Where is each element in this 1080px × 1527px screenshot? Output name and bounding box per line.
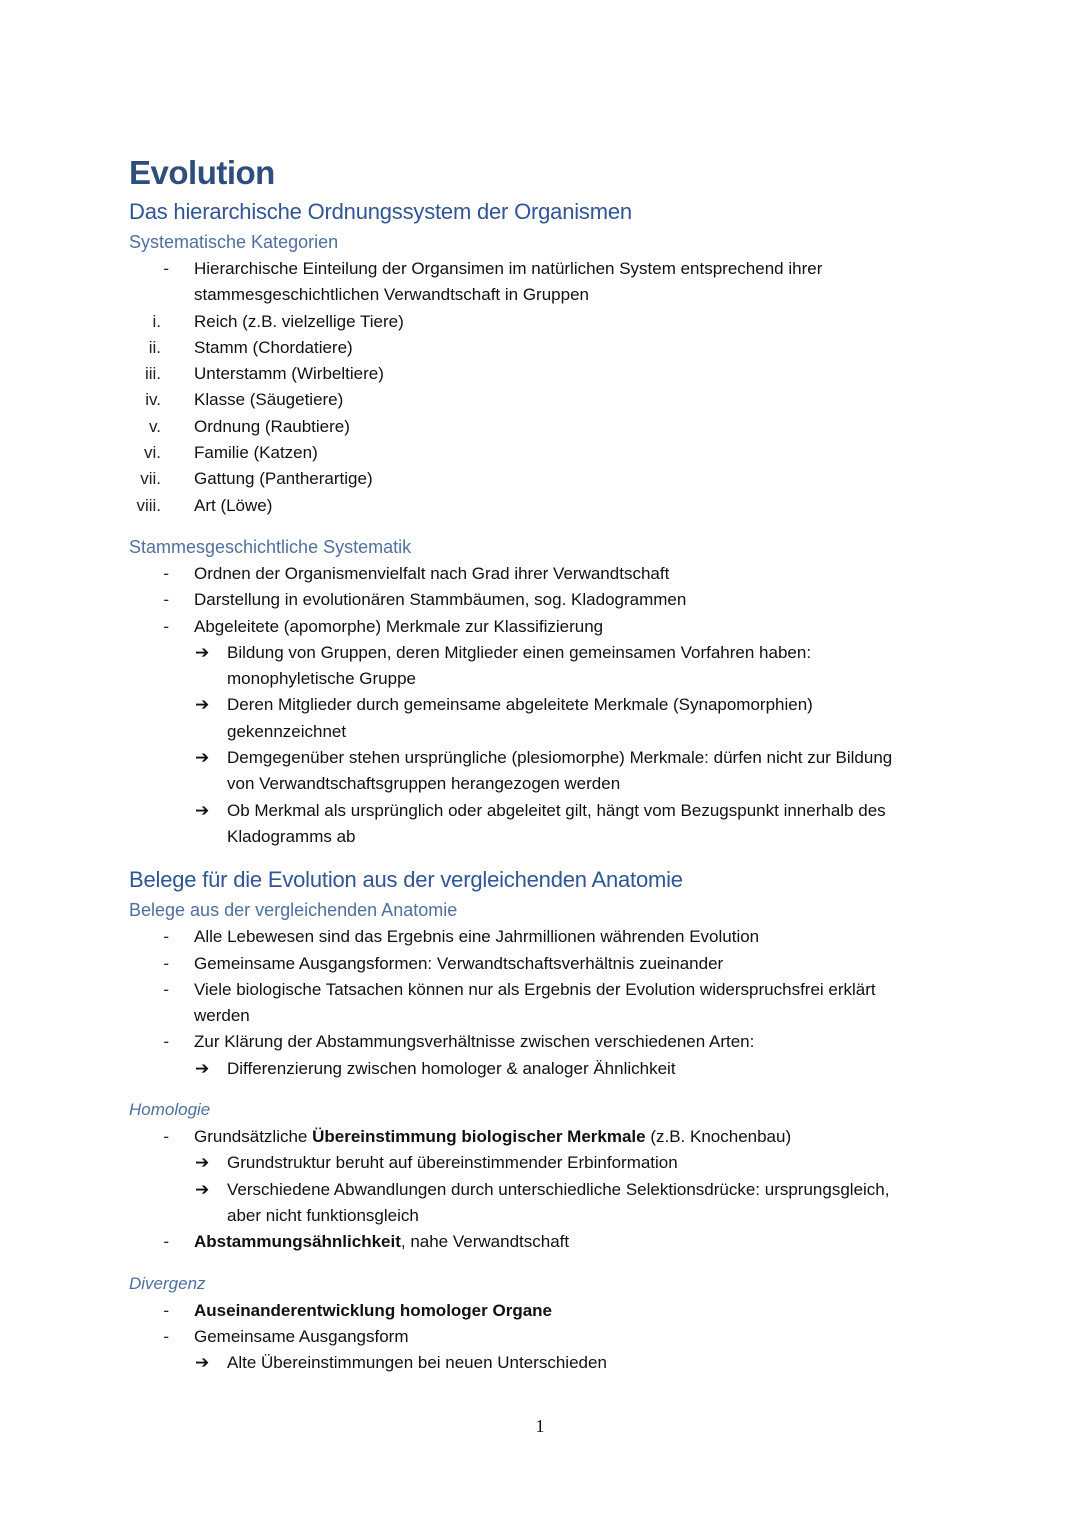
roman-numeral: iii.	[144, 364, 161, 384]
list-item-text: Abgeleitete (apomorphe) Merkmale zur Klassifizierung	[194, 616, 604, 636]
subheading-systematics: Stammesgeschichtliche Systematik	[129, 536, 412, 557]
arrow-item-continued	[129, 666, 959, 692]
subheading-homologie: Homologie	[129, 1100, 211, 1120]
rank-item	[129, 387, 959, 413]
list-item	[129, 614, 959, 640]
list-item	[129, 951, 959, 977]
dash-marker: -	[163, 1032, 169, 1052]
section-heading-hierarchy: Das hierarchische Ordnungssystem der Organismen	[129, 199, 632, 224]
rank-item	[129, 493, 959, 519]
arrow-item-continued	[129, 719, 959, 745]
rank-item	[129, 440, 959, 466]
subheading-divergenz: Divergenz	[129, 1273, 206, 1293]
list-item-continued	[129, 282, 959, 308]
arrow-item	[129, 745, 959, 771]
list-item	[129, 1029, 959, 1055]
arrow-item-text: Grundstruktur beruht auf übereinstimmender Erbinformation	[227, 1153, 678, 1173]
list-item-text: Hierarchische Einteilung der Organsimen im natürlichen System entsprechend ihrer	[194, 259, 823, 278]
arrow-icon: ➔	[195, 695, 210, 715]
dash-marker: -	[163, 590, 169, 610]
roman-numeral: iv.	[145, 390, 161, 410]
rank-text: Klasse (Säugetiere)	[194, 390, 344, 410]
arrow-icon: ➔	[195, 1353, 210, 1373]
rank-text: Unterstamm (Wirbeltiere)	[194, 364, 384, 384]
arrow-item-continued	[129, 824, 959, 850]
rank-text: Stamm (Chordatiere)	[194, 337, 353, 357]
dash-marker: -	[163, 927, 169, 947]
roman-numeral: vii.	[140, 469, 161, 489]
arrow-item-text: aber nicht funktionsgleich	[227, 1205, 419, 1225]
arrow-item-text: Differenzierung zwischen homologer & analoger Ähnlichkeit	[227, 1058, 676, 1078]
arrow-item-text: Verschiedene Abwandlungen durch unterschiedliche Selektionsdrücke: ursprungsgleich,	[227, 1179, 890, 1199]
dash-marker: -	[163, 953, 169, 973]
document-page	[129, 150, 959, 1376]
list-item	[129, 256, 959, 282]
rank-item	[129, 414, 959, 440]
list-item-text: Grundsätzliche Übereinstimmung biologischer Merkmale (z.B. Knochenbau)	[194, 1127, 792, 1147]
dash-marker: -	[163, 979, 169, 999]
list-item-continued	[129, 1003, 959, 1029]
dash-marker: -	[163, 1326, 169, 1346]
list-item	[129, 587, 959, 613]
list-item-text: Alle Lebewesen sind das Ergebnis eine Jahrmillionen währenden Evolution	[194, 927, 760, 947]
dash-marker: -	[163, 1127, 169, 1147]
arrow-item	[129, 640, 959, 666]
arrow-item-text: monophyletische Gruppe	[227, 669, 417, 689]
rank-text: Art (Löwe)	[194, 495, 273, 515]
list-item-text: Viele biologische Tatsachen können nur als Ergebnis der Evolution widerspruchsfrei erklärt	[194, 979, 876, 999]
rank-item	[129, 361, 959, 387]
arrow-item-text: gekennzeichnet	[227, 721, 347, 741]
arrow-item	[129, 1056, 959, 1082]
subheading-categories: Systematische Kategorien	[129, 232, 339, 252]
list-item-text: Gemeinsame Ausgangsformen: Verwandtschaftsverhältnis zueinander	[194, 953, 724, 973]
roman-numeral: v.	[149, 416, 161, 436]
arrow-item-text: Bildung von Gruppen, deren Mitglieder einen gemeinsamen Vorfahren haben:	[227, 642, 812, 662]
list-item-text: stammesgeschichtlichen Verwandtschaft in Gruppen	[194, 285, 589, 305]
arrow-item	[129, 1150, 959, 1176]
roman-numeral: i.	[152, 311, 161, 331]
arrow-icon: ➔	[195, 1153, 210, 1173]
arrow-icon: ➔	[195, 1179, 210, 1199]
page-number: 1	[535, 1416, 545, 1436]
list-item-text: Gemeinsame Ausgangsform	[194, 1326, 409, 1346]
rank-item	[129, 466, 959, 492]
arrow-item-text: Deren Mitglieder durch gemeinsame abgeleitete Merkmale (Synapomorphien)	[227, 695, 813, 715]
dash-marker: -	[163, 1300, 169, 1320]
dash-marker: -	[163, 1232, 169, 1252]
roman-numeral: ii.	[148, 337, 161, 357]
rank-text: Reich (z.B. vielzellige Tiere)	[194, 311, 404, 331]
list-item-text: werden	[194, 1006, 250, 1026]
arrow-item-continued	[129, 1203, 959, 1229]
arrow-item-text: Demgegenüber stehen ursprüngliche (plesiomorphe) Merkmale: dürfen nicht zur Bildung	[227, 748, 893, 768]
arrow-item-continued	[129, 771, 959, 797]
list-item	[129, 1298, 959, 1324]
list-item	[129, 924, 959, 950]
subheading-evidence: Belege aus der vergleichenden Anatomie	[129, 900, 458, 921]
arrow-item-text: Kladogramms ab	[227, 826, 356, 846]
rank-text: Gattung (Pantherartige)	[194, 469, 373, 489]
roman-numeral: viii.	[136, 495, 161, 515]
list-item	[129, 561, 959, 587]
dash-marker: -	[163, 616, 169, 636]
section-heading-evidence: Belege für die Evolution aus der vergleichenden Anatomie	[129, 867, 683, 893]
roman-numeral: vi.	[144, 443, 161, 463]
arrow-item	[129, 692, 959, 718]
arrow-item-text: Ob Merkmal als ursprünglich oder abgeleitet gilt, hängt vom Bezugspunkt innerhalb des	[227, 800, 886, 820]
rank-list	[129, 309, 959, 519]
list-item-text: Ordnen der Organismenvielfalt nach Grad ihrer Verwandtschaft	[194, 563, 670, 583]
list-item	[129, 1124, 959, 1150]
rank-text: Familie (Katzen)	[194, 443, 318, 463]
rank-item	[129, 309, 959, 335]
arrow-item	[129, 798, 959, 824]
list-item	[129, 1229, 959, 1255]
list-item	[129, 977, 959, 1003]
arrow-item	[129, 1350, 959, 1376]
arrow-item-text: Alte Übereinstimmungen bei neuen Unterschieden	[227, 1353, 607, 1373]
list-item-text: Abstammungsähnlichkeit, nahe Verwandtschaft	[194, 1232, 570, 1252]
arrow-item	[129, 1177, 959, 1203]
arrow-item-text: von Verwandtschaftsgruppen herangezogen werden	[227, 774, 621, 794]
list-item-text: Zur Klärung der Abstammungsverhältnisse zwischen verschiedenen Arten:	[194, 1032, 755, 1052]
rank-text: Ordnung (Raubtiere)	[194, 416, 350, 436]
list-item	[129, 1324, 959, 1350]
list-item-text: Auseinanderentwicklung homologer Organe	[194, 1300, 552, 1320]
arrow-icon: ➔	[195, 1058, 210, 1078]
dash-marker: -	[163, 563, 169, 583]
list-item-text: Darstellung in evolutionären Stammbäumen, sog. Kladogrammen	[194, 590, 687, 610]
document-title: Evolution	[129, 154, 275, 191]
rank-item	[129, 335, 959, 361]
arrow-icon: ➔	[195, 800, 210, 820]
dash-marker: -	[163, 259, 169, 278]
arrow-icon: ➔	[195, 642, 210, 662]
arrow-icon: ➔	[195, 748, 210, 768]
